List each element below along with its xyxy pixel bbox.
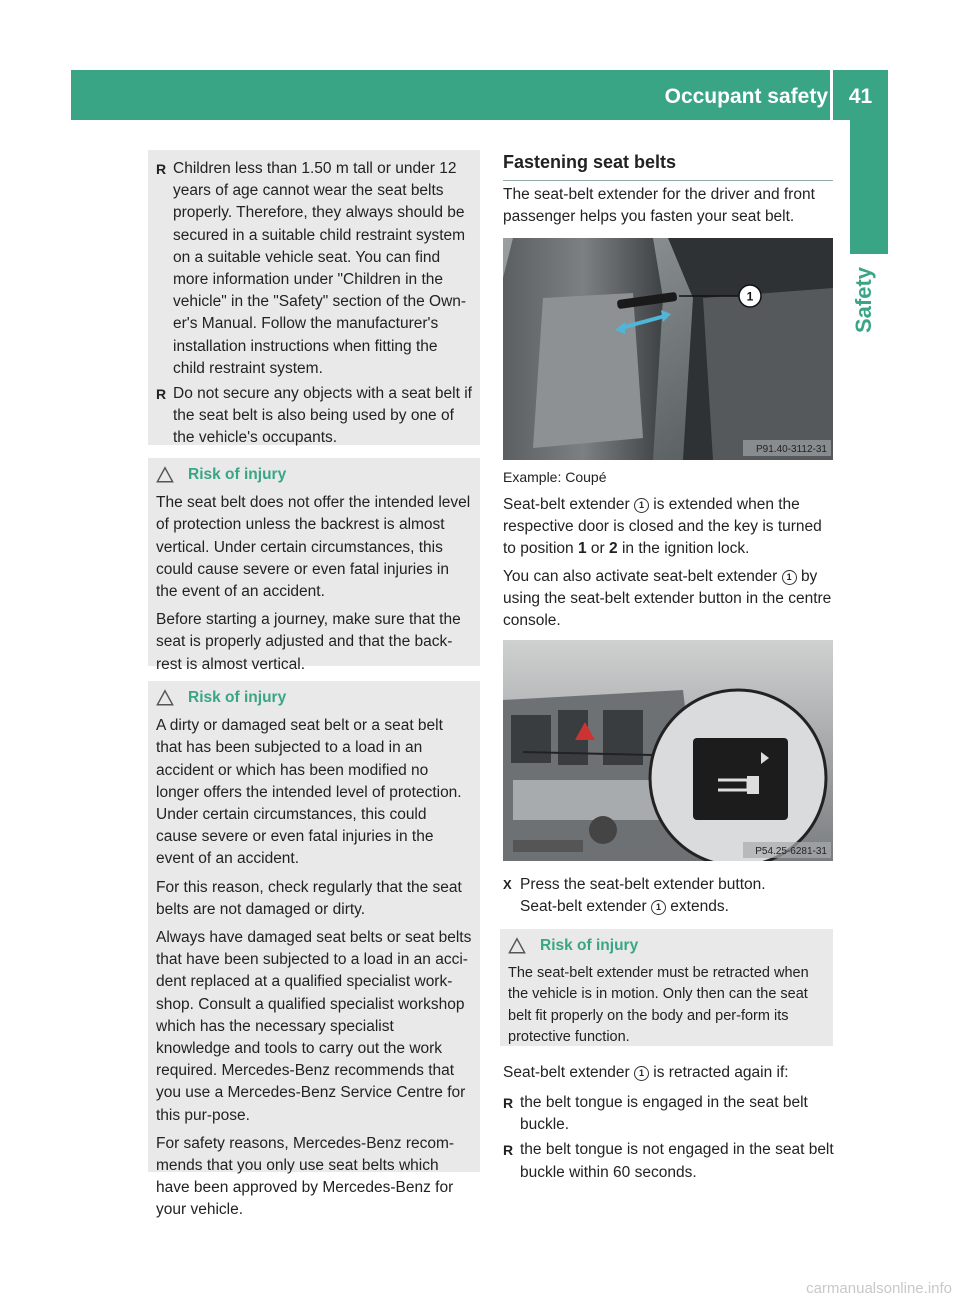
step-arrow-icon: X bbox=[503, 877, 512, 892]
paragraph-text: by using the seat-belt extender button in the centre console. bbox=[503, 568, 832, 630]
warning-triangle-icon bbox=[156, 466, 174, 484]
warning-triangle-icon bbox=[508, 937, 526, 955]
warning-title: Risk of injury bbox=[188, 689, 287, 706]
paragraph-text: You can also activate seat-belt extender bbox=[503, 568, 778, 585]
warning-paragraph: For this reason, check regularly that the seat belts are not damaged or dirty. bbox=[156, 878, 462, 918]
bullet-icon: R bbox=[503, 1095, 514, 1111]
paragraph-text: Seat-belt extender bbox=[503, 1064, 630, 1081]
warning-box bbox=[148, 458, 480, 673]
paragraph-text: or bbox=[590, 540, 605, 558]
warning-triangle-icon bbox=[156, 689, 174, 707]
extender-paragraph bbox=[503, 494, 835, 561]
bullet-text: the belt tongue is engaged in the seat belt buckle. bbox=[520, 1094, 808, 1134]
side-tab-text: Safety bbox=[851, 266, 876, 334]
image-code: P91.40-3112-31 bbox=[756, 444, 827, 455]
list-item bbox=[156, 383, 472, 450]
step-result-text: Seat-belt extender bbox=[520, 898, 647, 916]
paragraph-text: Seat-belt extender bbox=[503, 496, 630, 513]
callout-number: 1 bbox=[746, 289, 754, 304]
page-title: Occupant safety bbox=[664, 85, 828, 108]
footer-watermark: carmanualsonline.info bbox=[806, 1280, 952, 1297]
header-divider bbox=[830, 70, 833, 120]
position-value: 2 bbox=[609, 540, 618, 558]
intro-paragraph: The seat-belt extender for the driver and front passenger helps you fasten your seat belt. bbox=[503, 186, 815, 226]
warning-paragraph: For safety reasons, Mercedes-Benz recom-mends that you only use seat belts which have been approved by Mercedes-Benz for your vehicle. bbox=[156, 1134, 455, 1219]
section-title: Fastening seat belts bbox=[503, 152, 677, 172]
bullet-text: Children less than 1.50 m tall or under 12 years of age cannot wear the seat belts properly. Therefore, they always should be secured in a suitable child restraint system on a suitable vehicle seat. You can find more information under "Children in the vehicle" in the "Safety" section of the Own-er's Manual. Follow the manufacturer's installation instructions when fitting the child restraint system. bbox=[173, 160, 467, 377]
warning-paragraph: Before starting a journey, make sure that the seat is properly adjusted and that the back-rest is almost vertical. bbox=[156, 611, 461, 673]
warning-box bbox=[500, 929, 833, 1046]
step-text: Press the seat-belt extender button. bbox=[520, 876, 766, 893]
side-tab bbox=[850, 120, 888, 254]
console-illustration bbox=[503, 640, 833, 861]
retract-conditions-list bbox=[503, 1092, 835, 1187]
children-notes-box bbox=[148, 150, 480, 445]
warning-paragraph: The seat-belt extender must be retracted when the vehicle is in motion. Only then can the seat belt fit properly on the body and per-form its protective function. bbox=[508, 964, 809, 1045]
retract-paragraph bbox=[503, 1062, 835, 1084]
bullet-text: the belt tongue is not engaged in the seat belt buckle within 60 seconds. bbox=[520, 1141, 834, 1181]
step-item bbox=[503, 874, 835, 918]
list-item bbox=[503, 1092, 835, 1136]
warning-title: Risk of injury bbox=[540, 937, 639, 954]
warning-paragraph: Always have damaged seat belts or seat belts that have been subjected to a load in an acci-dent replaced at a qualified specialist work-shop. Consult a qualified specialist workshop which has the necessary specialist knowledge and tools to carry out the work required. Mercedes-Benz recommends that you use a Mercedes-Benz Service Centre for this pur-pose. bbox=[156, 929, 472, 1124]
page-number: 41 bbox=[848, 85, 873, 108]
bullet-text: Do not secure any objects with a seat belt if the seat belt is also being used by one of the vehicle's occupants. bbox=[173, 385, 472, 447]
warning-header bbox=[156, 687, 472, 709]
seat-photo bbox=[503, 238, 833, 460]
warning-paragraph: The seat belt does not offer the intended level of protection unless the backrest is almost vertical. Under certain circumstances, this could cause severe or even fatal injuries in the event of an accident. bbox=[156, 494, 471, 601]
console-photo bbox=[503, 640, 833, 861]
callout-1-icon: 1 bbox=[634, 498, 649, 513]
warning-title: Risk of injury bbox=[188, 466, 287, 483]
paragraph-text: is extended when the respective door is closed and the key is turned to position bbox=[503, 496, 822, 558]
page-header bbox=[71, 70, 888, 120]
section-divider bbox=[503, 180, 833, 181]
instruction-step bbox=[503, 874, 835, 918]
warning-header bbox=[508, 935, 825, 957]
list-item bbox=[156, 158, 472, 380]
image-code: P54.25-6281-31 bbox=[755, 846, 827, 857]
paragraph-text: is retracted again if: bbox=[653, 1064, 789, 1081]
bullet-icon: R bbox=[156, 161, 167, 177]
photo-caption: Example: Coupé bbox=[503, 469, 607, 485]
warning-box bbox=[148, 681, 480, 1219]
callout-1-icon: 1 bbox=[782, 570, 797, 585]
step-result-text: extends. bbox=[670, 898, 729, 916]
warning-paragraph: A dirty or damaged seat belt or a seat belt that has been subjected to a load in an accident or which has been modified no longer offers the intended level of protection. Under certain circumstances, this could cause severe or even fatal injuries in the event of an accident. bbox=[156, 717, 462, 868]
seat-illustration bbox=[503, 238, 833, 460]
bullet-icon: R bbox=[503, 1142, 514, 1159]
paragraph-text: in the ignition lock. bbox=[621, 540, 750, 558]
side-tab-label bbox=[844, 260, 884, 340]
bullet-icon: R bbox=[156, 386, 167, 403]
callout-1-icon: 1 bbox=[634, 1066, 649, 1081]
button-paragraph bbox=[503, 566, 835, 633]
warning-header bbox=[156, 464, 472, 486]
position-value: 1 bbox=[577, 540, 587, 558]
callout-1-icon: 1 bbox=[651, 900, 666, 915]
list-item bbox=[503, 1139, 835, 1183]
